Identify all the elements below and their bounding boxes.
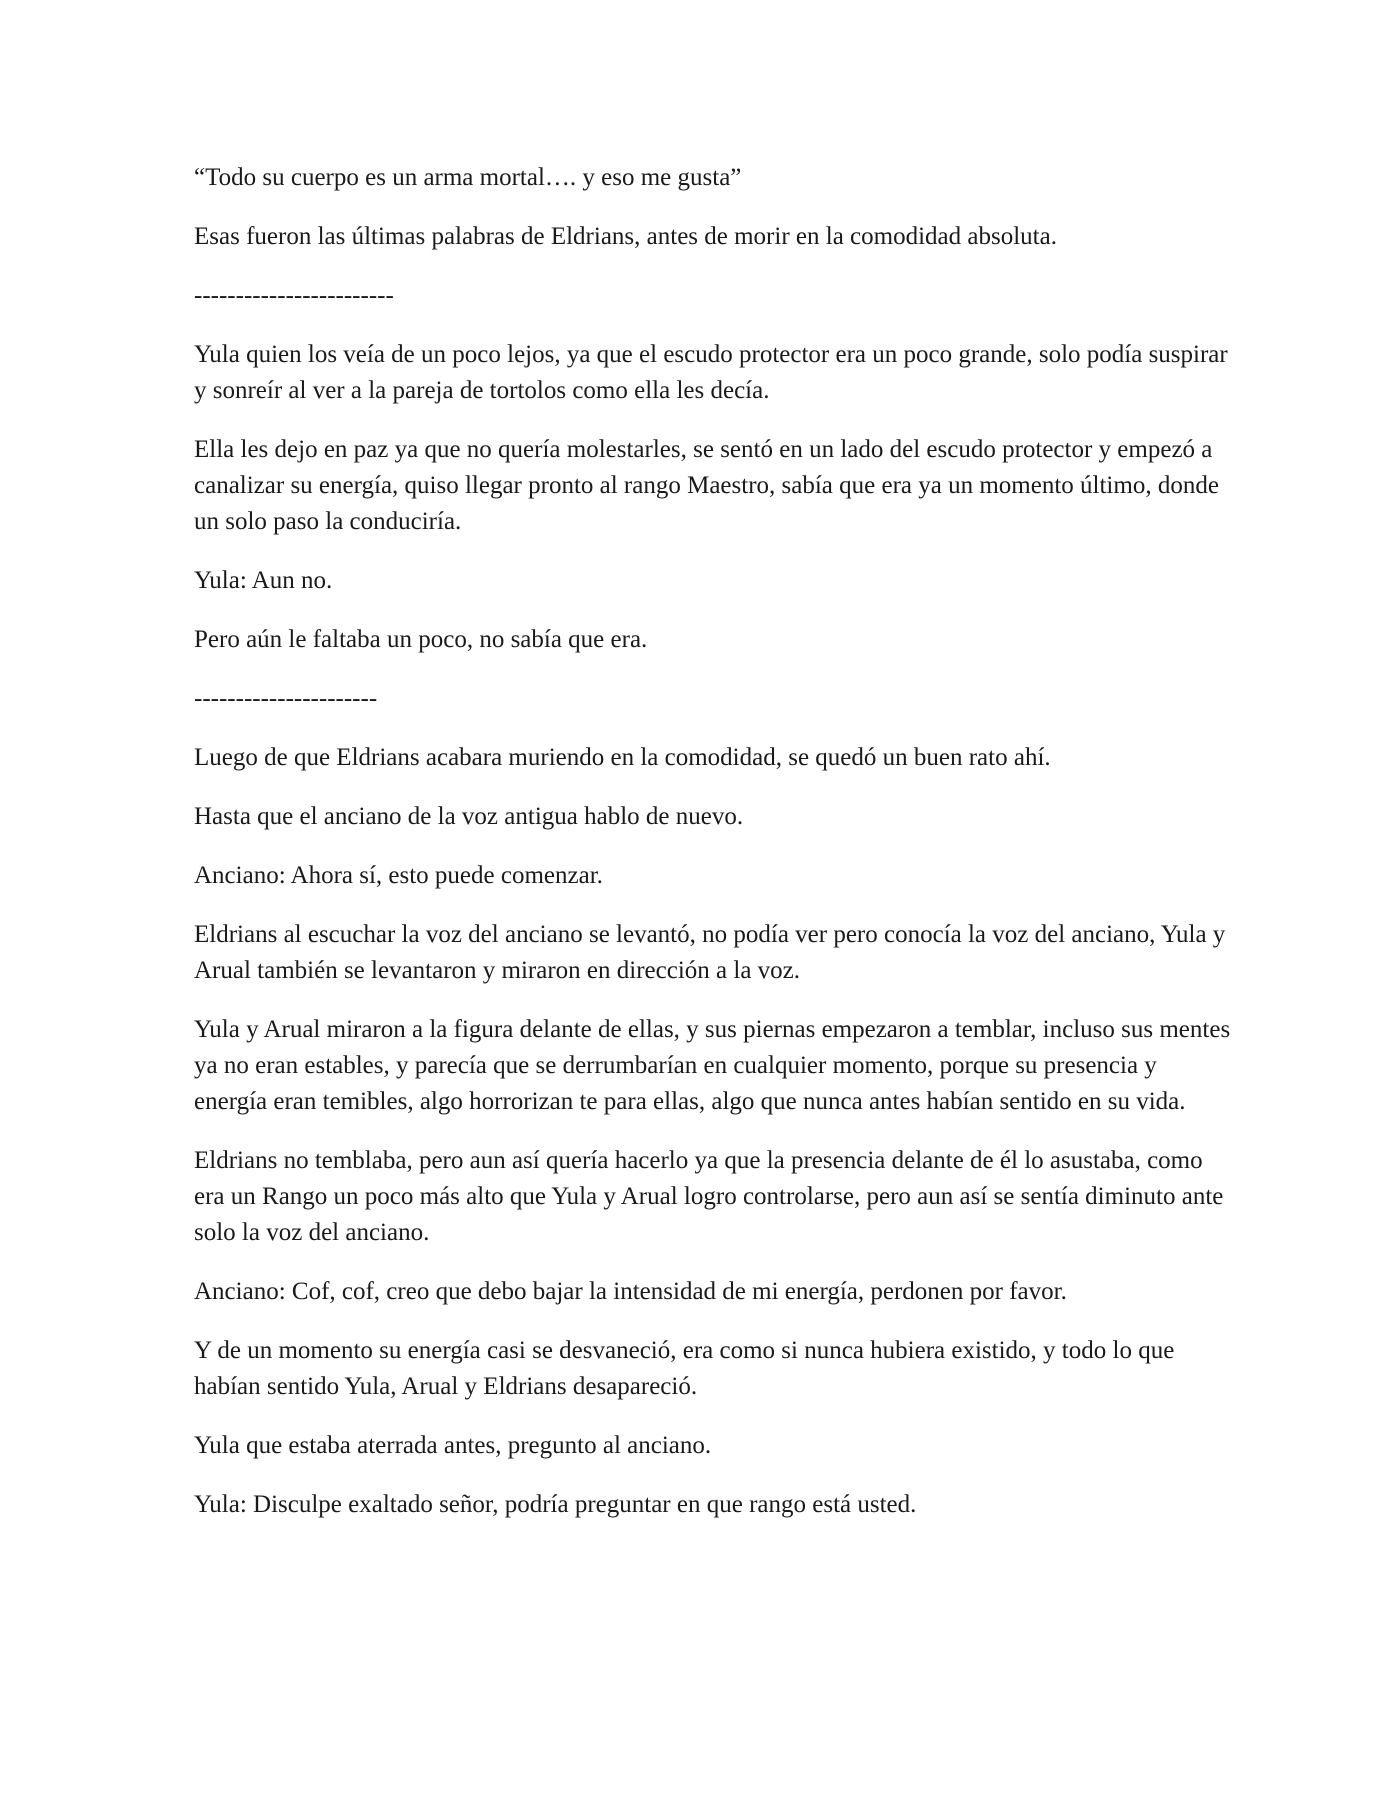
paragraph-eldrians-comfort: Luego de que Eldrians acabara muriendo en la comodidad, se quedó un buen rato ahí. <box>194 744 1051 771</box>
paragraph-yula-energy: Ella les dejo en paz ya que no quería molestarles, se sentó en un lado del escudo protector y empezó a canalizar su energía, quiso llegar pronto al rango Maestro, sabía que era ya un momento último, donde un solo paso la conduciría. <box>194 436 1219 535</box>
paragraph-elder-apology: Anciano: Cof, cof, creo que debo bajar la intensidad de mi energía, perdonen por favor. <box>194 1278 1067 1305</box>
paragraph-eldrians-fear: Eldrians no temblaba, pero aun así quería hacerlo ya que la presencia delante de él lo asustaba, como era un Rango un poco más alto que Yula y Arual logro controlarse, pero aun así se sentía diminuto ante solo la voz del anciano. <box>194 1147 1224 1246</box>
paragraph-trembling: Yula y Arual miraron a la figura delante de ellas, y sus piernas empezaron a temblar, incluso sus mentes ya no eran estables, y parecía que se derrumbarían en cualquier momento, porque su presencia y energía eran temibles, algo horrorizan te para ellas, algo que nunca antes habían sentido en su vida. <box>194 1016 1231 1115</box>
paragraph-energy-vanishes: Y de un momento su energía casi se desvaneció, era como si nunca hubiera existido, y todo lo que habían sentido Yula, Arual y Eldrians desapareció. <box>194 1337 1175 1400</box>
section-divider: ---------------------- <box>194 685 378 712</box>
paragraph-missing: Pero aún le faltaba un poco, no sabía que era. <box>194 626 648 653</box>
paragraph-quote: “Todo su cuerpo es un arma mortal…. y eso me gusta” <box>194 164 742 191</box>
paragraph-last-words: Esas fueron las últimas palabras de Eldrians, antes de morir en la comodidad absoluta. <box>194 223 1057 250</box>
paragraph-eldrians-rises: Eldrians al escuchar la voz del anciano se levantó, no podía ver pero conocía la voz del anciano, Yula y Arual también se levantaron y miraron en dirección a la voz. <box>194 921 1226 984</box>
paragraph-yula-dialogue: Yula: Aun no. <box>194 567 333 594</box>
paragraph-yula-question: Yula: Disculpe exaltado señor, podría preguntar en que rango está usted. <box>194 1491 917 1518</box>
paragraph-elder-dialogue: Anciano: Ahora sí, esto puede comenzar. <box>194 862 603 889</box>
paragraph-yula-asks: Yula que estaba aterrada antes, pregunto al anciano. <box>194 1432 712 1459</box>
paragraph-yula-watching: Yula quien los veía de un poco lejos, ya que el escudo protector era un poco grande, solo podía suspirar y sonreír al ver a la pareja de tortolos como ella les decía. <box>194 341 1228 404</box>
section-divider: ------------------------ <box>194 282 394 309</box>
document-body <box>194 160 1234 1546</box>
paragraph-elder-speaks: Hasta que el anciano de la voz antigua hablo de nuevo. <box>194 803 744 830</box>
